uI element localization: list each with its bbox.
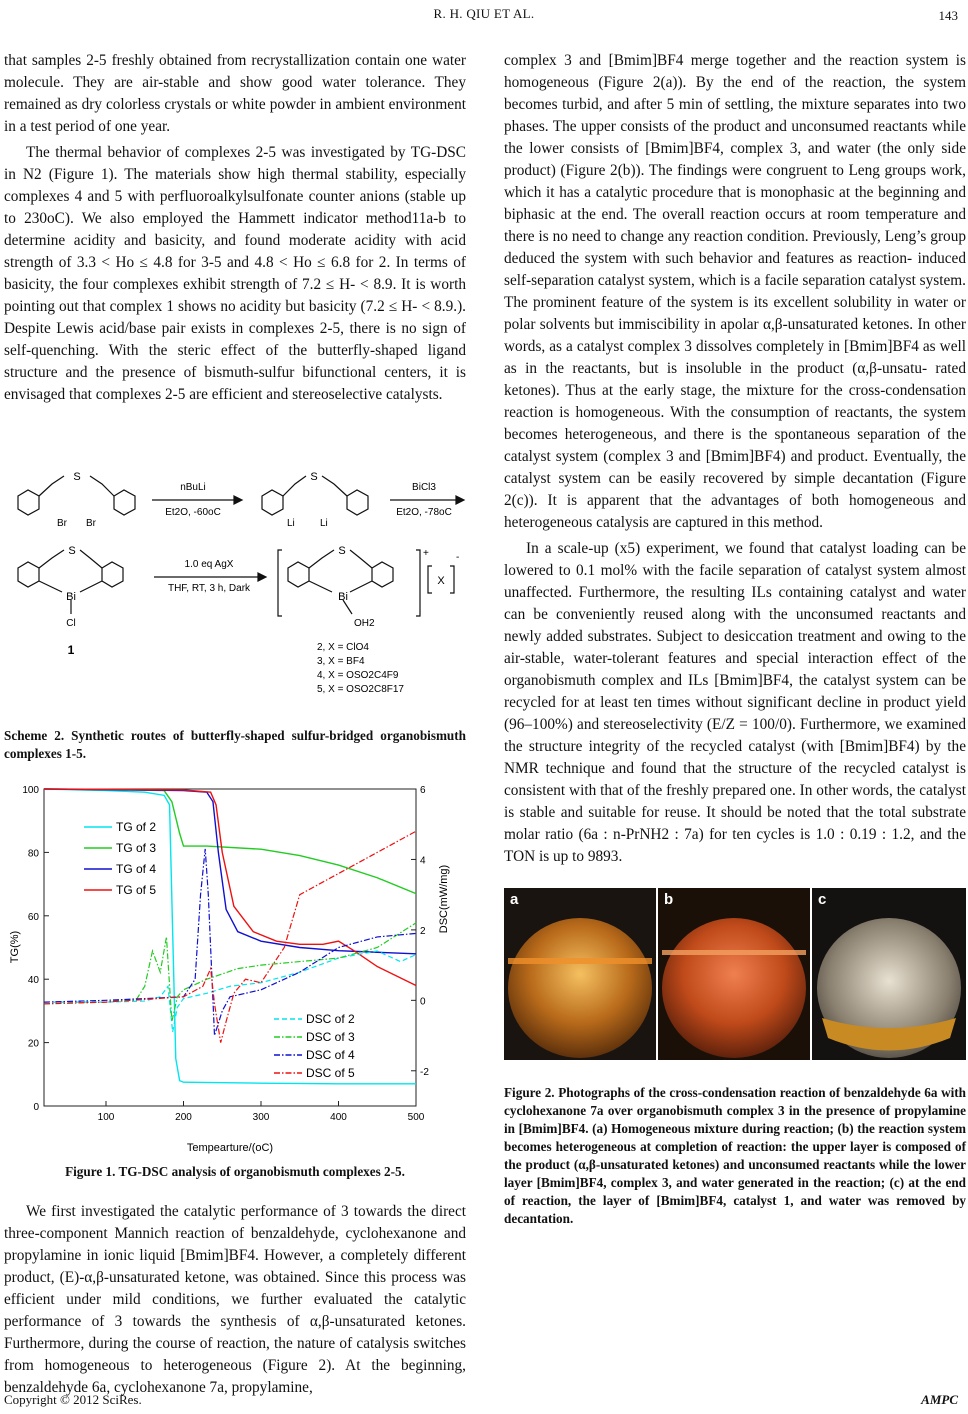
scheme-s-label-d: S — [338, 545, 346, 557]
dsc-legend-label: DSC of 3 — [306, 1030, 355, 1044]
right-column — [504, 50, 966, 1228]
panel-a-label: a — [510, 891, 519, 908]
y-tick-label: 100 — [22, 785, 39, 796]
scheme-2 — [4, 418, 466, 723]
figure-2 — [504, 888, 966, 1060]
scheme-br-label-2: Br — [86, 518, 96, 529]
flask-b-meniscus — [662, 950, 806, 955]
scheme-bi-label-2: Bi — [338, 591, 348, 603]
left-column — [4, 50, 466, 1399]
dsc-legend-label: DSC of 2 — [306, 1012, 355, 1026]
scheme-plus-charge: + — [423, 548, 429, 559]
dsc-series-line-5 — [44, 831, 416, 1042]
y2-tick-label: -2 — [420, 1066, 429, 1078]
scheme-s-label-a: S — [73, 471, 81, 483]
tg-legend-label: TG of 5 — [116, 883, 157, 897]
scheme-cl-label: Cl — [66, 618, 76, 629]
running-title: R. H. QIU ET AL. — [433, 6, 535, 21]
y-tick-label: 60 — [27, 911, 39, 923]
compound-1-label: 1 — [67, 643, 75, 657]
right-paragraph-1: complex 3 and [Bmim]BF4 merge together and the reaction system is homogeneous (Figure 2(a)). By the end of the reaction, the system becomes turbid, and after 5 min of settling, the mixture separates into two phases. The upper consists of the product and unconsumed reactants while the lower consists of [Bmim]BF4, complex 3, and water (the only side product) (Figure 2(b)). The findings were congruent to Leng groups work, which it has a catalytic procedure that is monophasic at the beginning and biphasic at the end. The overall reaction occurs at room temperature and there is no need to change any reaction condition. Previously, Leng’s group deduced the system with such behavior and features as reaction- induced self-separation catalyst system, which is a facile separation catalyst system. The prominent feature of the system is its excellent solubility in water or polar solvents but immiscibility in apolar α,β-unsaturated ketones. In other words, as a catalyst complex 3 dissolves completely in [Bmim]BF4 as well as in the reactants, but is insoluble in the product (α,β-unsatu- rated ketones). Thus at the early stage, the mixture for the cross-condensation reaction is homogeneous. With the consumption of reactants, the system becomes heterogeneous, and there is the spontaneous separation of the catalyst system (complex 3 and [Bmim]BF4) and product. Eventually, the catalyst system can be easily recovered by simple decantation (Figure 2(c)). It is apparent that the advantages of both homogeneous and heterogeneous catalysis are captured in this method. — [504, 52, 966, 531]
x-axis-label: Tempearture/(oC) — [186, 1142, 274, 1154]
scheme-2-caption: Scheme 2. Synthetic routes of butterfly-shaped sulfur-bridged organobismuth complexes 1-5. — [4, 728, 466, 761]
tg-legend-label: TG of 3 — [116, 841, 157, 855]
reagent-2-top: BiCl3 — [412, 482, 436, 493]
reagent-1-bottom: Et2O, -60oC — [165, 507, 221, 518]
scheme-x-counterion: X — [437, 575, 445, 587]
y-axis-label: TG(%) — [9, 930, 21, 964]
left-paragraph-2: The thermal behavior of complexes 2-5 was investigated by TG-DSC in N2 (Figure 1). The materials show high thermal stability, especially complexes 4 and 5 with perfluoroalkylsulfonate counter anions (stable up to 230oC). We also employed the Hammett indicator method11a-b to determine acidity and basicity, and found moderate acidity with acid strength of 3.3 < Ho ≤ 4.8 for 3-5 and 4.8 < Ho ≤ 6.8 for 2. In terms of basicity, the four complexes exhibit strength of 7.2 ≤ H- < 8.9. It is worth pointing out that complex 1 shows no acidity but basicity (7.2 ≤ H- < 8.9.). Despite Lewis acid/base pair exists in complexes 2-5, there is no sign of self-quenching. With the steric effect of the butterfly-shaped ligand structure and the presence of bismuth-sulfur bifunctional centers, it is envisaged that complexes 2-5 are efficient and stereoselective catalysts. — [4, 144, 466, 403]
y2-axis-label: DSC(mW/mg) — [438, 864, 450, 934]
x-tick-label: 500 — [407, 1112, 425, 1123]
flask-a — [508, 918, 652, 1058]
running-header — [0, 4, 968, 26]
scheme-s-label-c: S — [68, 545, 76, 557]
flask-b — [662, 918, 806, 1058]
dsc-legend-label: DSC of 5 — [306, 1066, 355, 1080]
compound-5-line: 5, X = OSO2C8F17 — [317, 684, 404, 695]
figure-1 — [4, 779, 466, 1157]
plot-frame — [44, 789, 416, 1106]
compound-4-line: 4, X = OSO2C4F9 — [317, 670, 399, 681]
reagent-2-bottom: Et2O, -78oC — [396, 507, 452, 518]
compound-2-line: 2, X = ClO4 — [317, 642, 369, 653]
dsc-legend-label: DSC of 4 — [306, 1048, 355, 1062]
tg-legend-label: TG of 2 — [116, 820, 157, 834]
left-paragraph-1: that samples 2-5 freshly obtained from recrystallization contain one water molecule. They are air-stable and show good water tolerance. They remained as dry colorless crystals or white powder in ambient environment in a test period of one year. — [4, 52, 466, 135]
scheme-2-drawing — [4, 418, 466, 723]
journal-abbrev: AMPC — [921, 1392, 958, 1407]
figure-2-photos — [504, 888, 966, 1060]
panel-c-label: c — [818, 891, 827, 908]
left-paragraph-3: We first investigated the catalytic performance of 3 towards the direct three-component Mannich reaction of benzaldehyde, cyclohexanone and propylamine in ionic liquid [Bmim]BF4. However, a completely different product, (E)-α,β-unsaturated ketone, was obtained. Since this process was efficient under mild conditions, we further evaluated the catalytic performance of 3 towards the synthesis of α,β-unsaturated ketones. Furthermore, during the course of reaction, the nature of catalysis switches from homogeneous to heterogeneous (Figure 2). At the beginning, benzaldehyde 6a, cyclohexanone 7a, propylamine, — [4, 1203, 466, 1396]
tg-legend-label: TG of 4 — [116, 862, 157, 876]
tg-series-line-4 — [44, 789, 416, 954]
figure-1-caption: Figure 1. TG-DSC analysis of organobismuth complexes 2-5. — [65, 1164, 405, 1179]
y-tick-label: 40 — [27, 975, 39, 987]
x-tick-label: 100 — [97, 1112, 115, 1123]
scheme-minus-charge: - — [456, 552, 460, 563]
tg-series-line-5 — [44, 789, 416, 986]
y2-tick-label: 2 — [420, 925, 426, 937]
page-number: 143 — [938, 8, 958, 23]
dsc-series-line-2 — [44, 951, 416, 1032]
x-tick-label: 300 — [252, 1112, 270, 1123]
scheme-oh2-label: OH2 — [354, 618, 375, 629]
scheme-li-label-1: Li — [287, 518, 295, 529]
y2-tick-label: 6 — [420, 785, 426, 796]
scheme-bi-label-1: Bi — [66, 591, 76, 603]
x-tick-label: 400 — [330, 1112, 347, 1123]
y-tick-label: 20 — [27, 1038, 39, 1050]
flask-a-meniscus — [508, 958, 652, 964]
y-tick-label: 0 — [33, 1102, 39, 1113]
right-paragraph-2: In a scale-up (x5) experiment, we found that catalyst loading can be lowered to 0.1 mol% with the facile separation of catalyst system almost unaffected. Furthermore, the resulting ILs containing catalyst and water can be conveniently reused along with the unconsumed reactants and newly added substrates. Subject to desiccation treatment and owing to the air-stable, water-tolerant features and special interaction effect of the organobismuth complex and ILs [Bmim]BF4, the catalyst system can be recycled for at least ten times without significant decline in product yield (96–100%) and stereoselectivity (E/Z = 100/0). Furthermore, we examined the structure integrity of the recycled catalyst (with [Bmim]BF4) by the NMR technique and found that the structure of the recycled catalyst is consistent with that of the freshly prepared one. In other words, the catalyst is stable and suitable for reuse. It should be noted that the total substrate molar ratio (6a : n-PrNH2 : 7a) for ten cycles is 1.0 : 0.19 : 1.2, and the TON is up to 9893. — [504, 540, 966, 865]
compound-3-line: 3, X = BF4 — [317, 656, 365, 667]
y2-tick-label: 0 — [420, 996, 426, 1008]
panel-b-label: b — [664, 891, 674, 908]
reagent-3-top: 1.0 eq AgX — [184, 559, 234, 570]
figure-2-caption: Figure 2. Photographs of the cross-condensation reaction of benzaldehyde 6a with cyclohexanone 7a over organobismuth complex 3 in the presence of propylamine in [Bmim]BF4. (a) Homogeneous mixture during reaction; (b) the reaction system becomes heterogeneous at completion of reaction: the upper layer is composed of the product (α,β-unsaturated ketones) and unconsumed reactants while the lower layer [Bmim]BF4, complex 3, and water generated in the reaction; (c) at the end of reaction, the layer of [Bmim]BF4, catalyst 1, and water was removed by decantation. — [504, 1085, 966, 1226]
y2-tick-label: 4 — [420, 855, 426, 867]
reagent-1-top: nBuLi — [180, 482, 206, 493]
tg-dsc-chart — [4, 779, 466, 1157]
scheme-br-label-1: Br — [57, 518, 67, 529]
copyright: Copyright © 2012 SciRes. — [4, 1392, 142, 1407]
tg-series-line-3 — [44, 789, 416, 894]
x-tick-label: 200 — [175, 1112, 192, 1123]
reagent-3-bottom: THF, RT, 3 h, Dark — [167, 583, 251, 594]
scheme-s-label-b: S — [310, 471, 318, 483]
tg-series-line-2 — [44, 789, 416, 1084]
scheme-li-label-2: Li — [320, 518, 328, 529]
y-tick-label: 80 — [27, 848, 39, 860]
